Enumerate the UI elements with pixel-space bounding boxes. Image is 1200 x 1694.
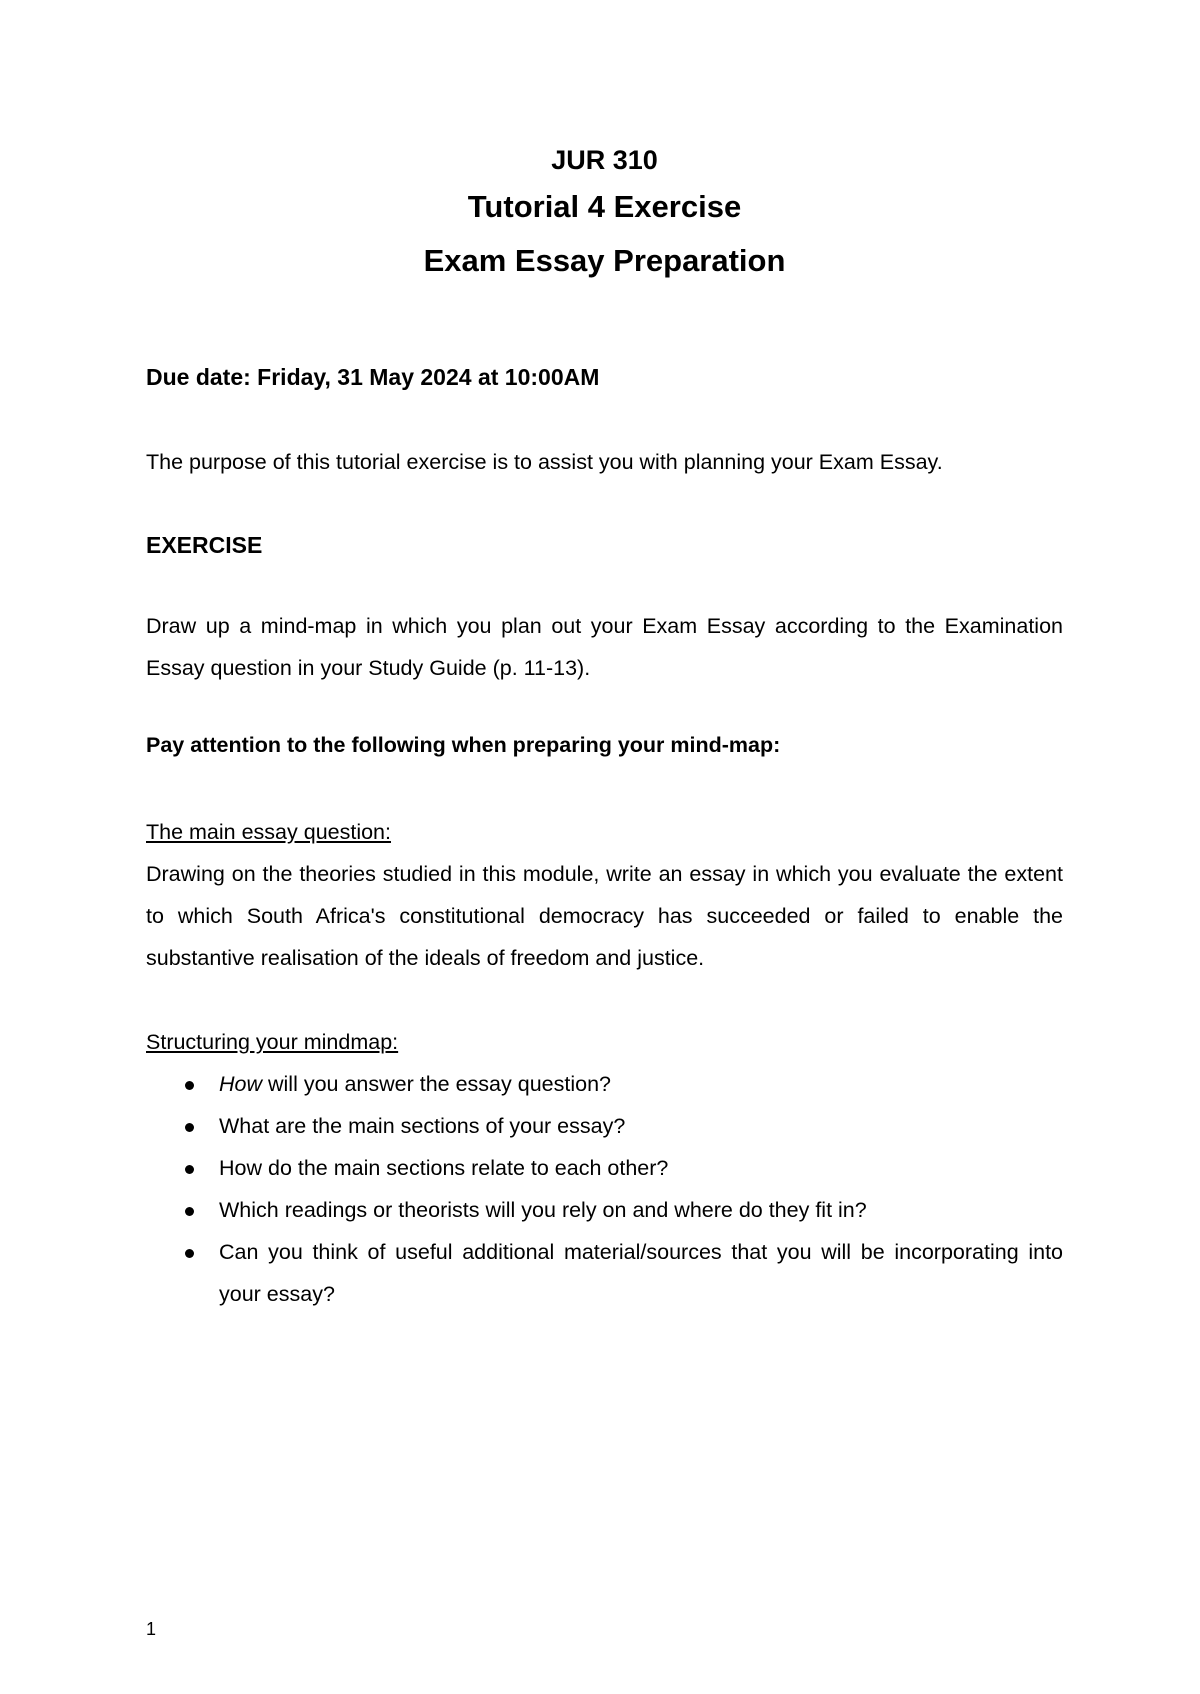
exercise-instruction: Draw up a mind-map in which you plan out your Exam Essay according to the Examination Essay question in your Study Guide (p. 11-13). [146,614,1063,680]
structuring-heading: Structuring your mindmap: [146,1030,399,1054]
main-question-text: Drawing on the theories studied in this module, write an essay in which you evaluate the extent to which South Africa's constitutional democracy has succeeded or failed to enable the substantive realisation of the ideals of freedom and justice. [146,862,1063,970]
list-item-text: Can you think of useful additional material/sources that you will be incorporating into your essay? [219,1240,1063,1306]
bullet-icon [185,1207,194,1216]
list-item [146,1147,1063,1189]
bullet-icon [185,1249,194,1258]
list-item [146,1189,1063,1231]
bullet-icon [185,1123,194,1132]
list-item-text: Which readings or theorists will you rely on and where do they fit in? [219,1198,867,1222]
due-date: Due date: Friday, 31 May 2024 at 10:00AM [146,364,600,390]
list-item-text: What are the main sections of your essay? [219,1114,626,1138]
structuring-list [146,1063,1063,1315]
emphasis-word: How [219,1072,263,1096]
list-item-text: will you answer the essay question? [262,1072,611,1096]
attention-heading: Pay attention to the following when preparing your mind-map: [146,733,781,757]
exercise-heading: EXERCISE [146,532,263,558]
list-item [146,1231,1063,1315]
title-line-2: Exam Essay Preparation [423,243,786,278]
list-item [146,1105,1063,1147]
page-number: 1 [146,1619,157,1639]
bullet-icon [185,1165,194,1174]
list-item-text: How do the main sections relate to each other? [219,1156,669,1180]
course-code: JUR 310 [551,145,658,175]
purpose-paragraph: The purpose of this tutorial exercise is to assist you with planning your Exam Essay. [146,450,943,474]
main-question-heading: The main essay question: [146,820,391,844]
document-body [146,140,1063,1315]
bullet-icon [185,1081,194,1090]
list-item [146,1063,1063,1105]
title-line-1: Tutorial 4 Exercise [467,189,742,224]
